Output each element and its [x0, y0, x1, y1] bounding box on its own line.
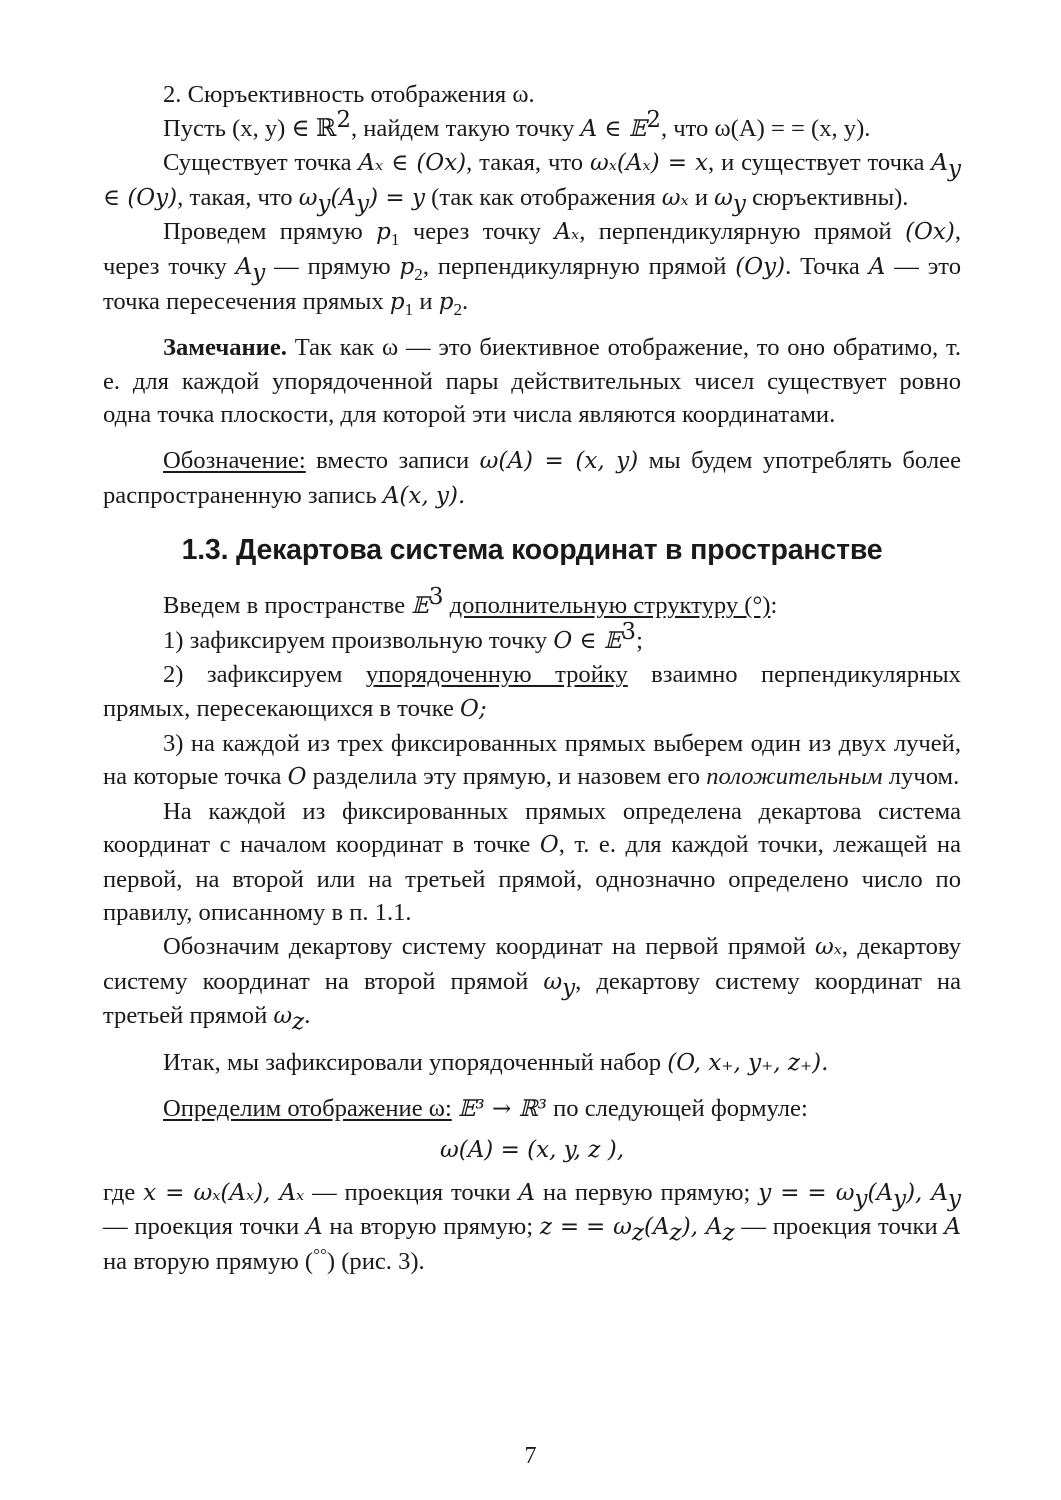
- remark-label: Замечание.: [163, 334, 287, 362]
- step-2: 2) зафиксируем упорядоченную тройку взаимно перпендикулярных прямых, пересекающихся в точке O;: [103, 661, 961, 722]
- paragraph-denote: Обозначим декартову систему координат на первой прямой ωₓ, декартову систему координат на второй прямой $\omega_y$, декартову систему координат на третьей прямой $\omega_z$.: [103, 933, 961, 1036]
- notation: Обозначение: вместо записи ω(A) = (x, y) мы будем употреблять более распространенную запись A(x, y).: [103, 446, 961, 509]
- step-3: 3) на каждой из трех фиксированных прямых выберем один из двух лучей, на которые точка O разделила эту прямую, и назовем его положительным лучом.: [103, 729, 961, 791]
- page-body: [103, 78, 961, 1278]
- step-1: 1) зафиксируем произвольную точку O ∈ 𝔼$^3$;: [163, 618, 643, 654]
- section-heading: 1.3. Декартова система координат в пространстве: [181, 534, 883, 567]
- formula-omega: ω(A) = (x, y, z ),: [439, 1137, 625, 1164]
- paragraph-intro-structure: Введем в пространстве 𝔼$^3$ дополнительную структуру (°):: [163, 583, 778, 620]
- paragraph-let-pair: Пусть (x, y) ∈ ℝ$^2$, найдем такую точку A ∈ 𝔼$^2$, что ω(A) = = (x, y).: [163, 106, 871, 142]
- page-number: 7: [524, 1443, 537, 1469]
- paragraph-where: где x = ωₓ(Aₓ), Aₓ — проекция точки A на первую прямую; y = = $\omega_y(A_y)$, $A_y$ — проекция точки A на вторую прямую; z = = $\omega_z(A_z)$, $A_z$ — проекция точки A на вторую прямую (°°) (рис. 3).: [103, 1178, 962, 1275]
- notation-label: Обозначение:: [163, 446, 306, 474]
- paragraph-draw-lines: Проведем прямую $p_1$ через точку Aₓ, перпендикулярную прямой (Ox), через точку $A_y$ — прямую $p_2$, перпендикулярную прямой (Oy). Точка A — это точка пересечения прямых $p_1$ и $p_2$.: [103, 218, 961, 319]
- paragraph-fixed-tuple: Итак, мы зафиксировали упорядоченный набор (O, x₊, y₊, z₊).: [163, 1048, 829, 1076]
- item-surjectivity: 2. Сюръективность отображения ω.: [163, 81, 535, 108]
- paragraph-exists-points: Существует точка Aₓ ∈ (Ox), такая, что ωₓ(Aₓ) = x, и существует точка $A_y$ ∈ (Oy), такая, что $\omega_y(A_y) = y$ (так как отображения ωₓ и $\omega_y$ сюръективны).: [103, 149, 961, 217]
- paragraph-define-map: Определим отображение ω: 𝔼³ → ℝ³ по следующей формуле:: [163, 1095, 808, 1123]
- paragraph-each-line: На каждой из фиксированных прямых определена декартова система координат с началом координат в точке O, т. е. для каждой точки, лежащей на первой, на второй или на третьей прямой, однозначно определено число по правилу, описанному в п. 1.1.: [103, 797, 961, 927]
- remark: Замечание. Так как ω — это биективное отображение, то оно обратимо, т. е. для каждой упорядоченной пары действительных чисел существует ровно одна точка плоскости, для которой эти числа являются координатами.: [103, 334, 961, 429]
